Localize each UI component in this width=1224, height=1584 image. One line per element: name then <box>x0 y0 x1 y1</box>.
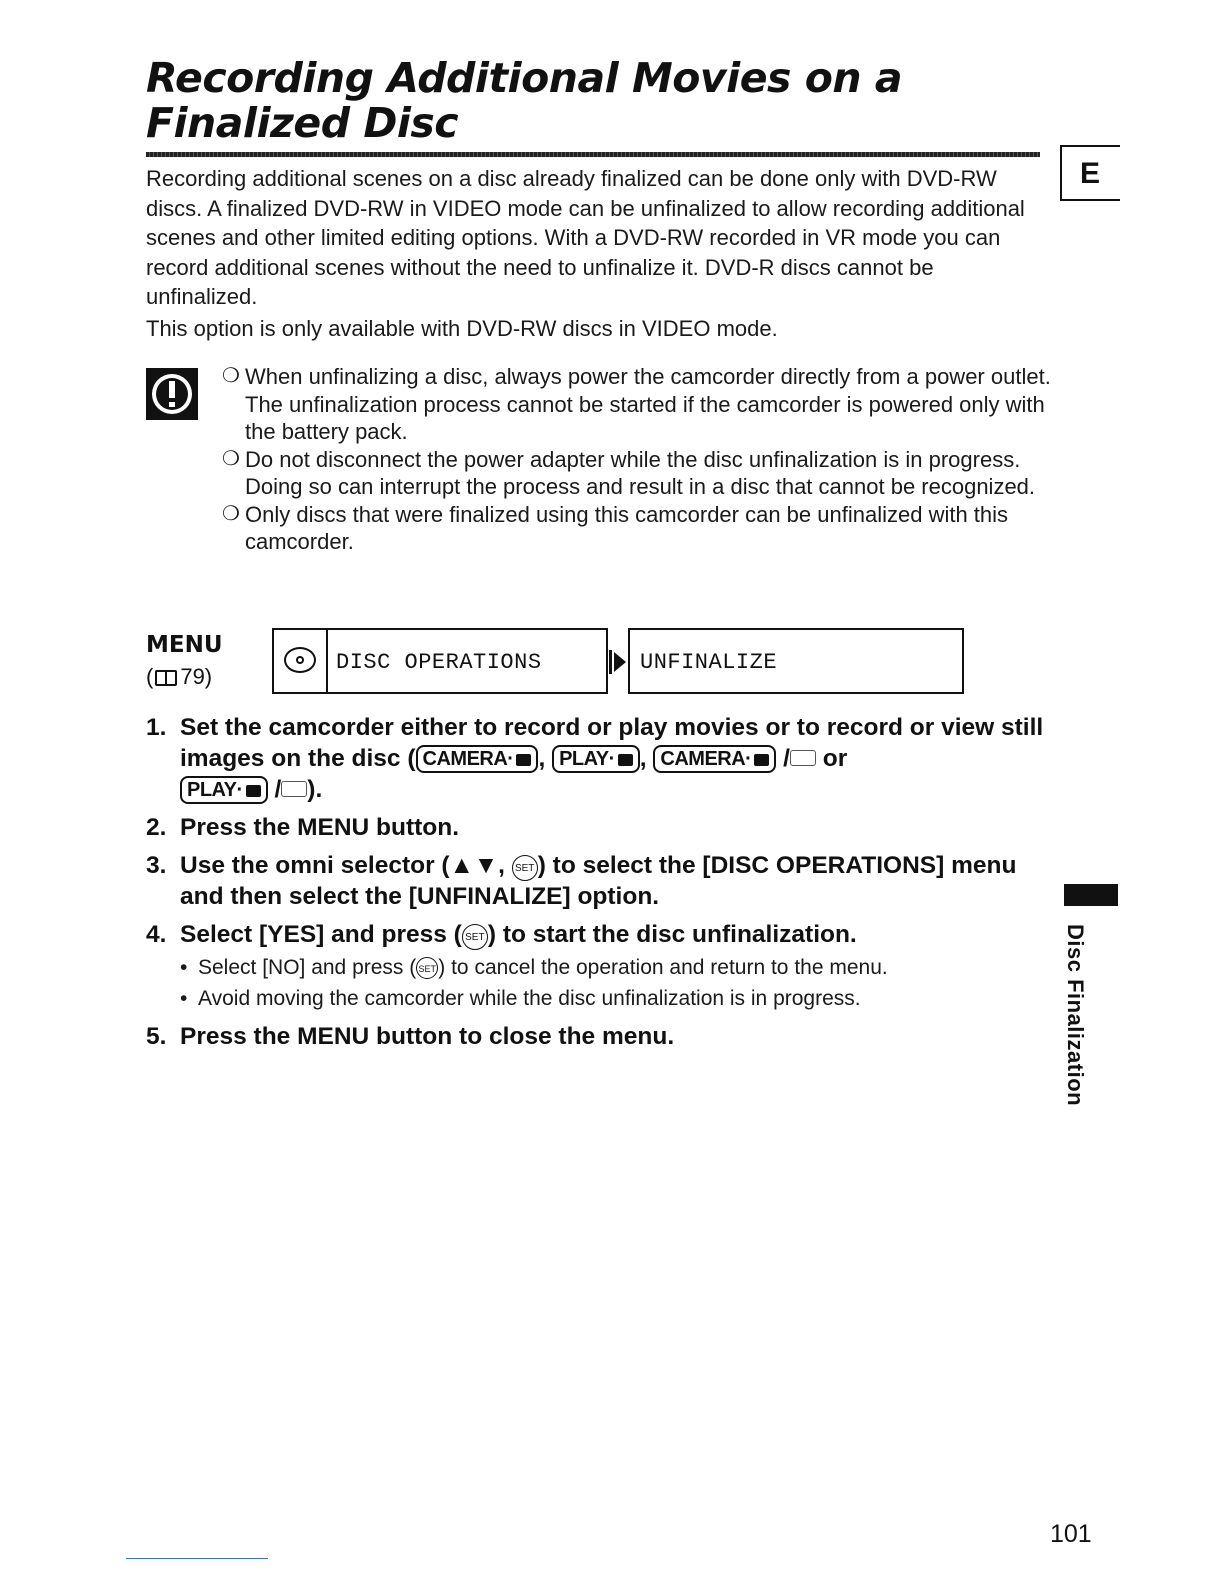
page-title: Recording Additional Movies on a Finalized Disc <box>146 54 902 147</box>
menu-box-disc-operations: DISC OPERATIONS <box>272 628 608 694</box>
caution-icon <box>146 368 198 420</box>
camera-still-mode-badge: CAMERA· <box>653 745 776 773</box>
caution-item: ❍ Do not disconnect the power adapter while the disc unfinalization is in progress. Doing so can interrupt the process and result in a disc that cannot be recognized. <box>222 446 1036 499</box>
still-camera-icon <box>246 785 261 797</box>
steps-list <box>146 712 1046 1059</box>
caution-bullet: ❍ <box>222 365 240 387</box>
step-4: 4. Select [YES] and press ( SET ) to start the disc unfinalization. • Select [NO] and press ( SET ) to cancel the operation and return to the menu. • Avoid moving the camcorder while the disc unfinalization is in progress. <box>146 919 1046 1014</box>
step-2: 2. Press the MENU button. <box>146 814 460 841</box>
menu-box-unfinalize: UNFINALIZE <box>628 628 964 694</box>
movie-camera-icon <box>618 754 633 766</box>
step-4-notes <box>180 952 1046 1014</box>
caution-bullet: ❍ <box>222 447 240 470</box>
intro-note: This option is only available with DVD-RW discs in VIDEO mode. <box>146 316 778 341</box>
step-3: 3. Use the omni selector (▲▼, SET ) to select the [DISC OPERATIONS] menu and then select the [UNFINALIZE] option. <box>146 852 1017 910</box>
title-rule <box>146 152 1040 157</box>
still-camera-icon <box>754 754 769 766</box>
disc-icon <box>284 647 316 673</box>
section-marker <box>1064 884 1118 906</box>
footer-rule <box>126 1558 268 1559</box>
page-number: 101 <box>1050 1520 1092 1548</box>
step-1: 1. Set the camcorder either to record or play movies or to record or view still images on the disc ( CAMERA· , PLAY· , CAMERA· / or PLAY· / ). <box>146 714 1044 803</box>
play-movie-mode-badge: PLAY· <box>552 745 640 773</box>
play-still-mode-badge: PLAY· <box>180 776 268 804</box>
caution-item: ❍ Only discs that were finalized using this camcorder can be unfinalized with this camcorder. <box>222 501 1009 554</box>
menu-page-reference: ( 79) <box>146 664 213 689</box>
up-down-arrows-icon: ▲▼ <box>449 852 499 879</box>
caution-bullet: ❍ <box>222 502 240 525</box>
camera-movie-mode-badge: CAMERA· <box>416 745 539 773</box>
set-button-icon: SET <box>512 855 538 881</box>
language-tab: E <box>1060 145 1120 201</box>
caution-item: ❍ When unfinalizing a disc, always power the camcorder directly from a power outlet. The unfinalization process cannot be started if the camcorder is powered only with the battery pack. <box>222 364 1051 444</box>
intro-paragraph: Recording additional scenes on a disc already finalized can be done only with DVD-RW discs. A finalized DVD-RW in VIDEO mode can be unfinalized to allow recording additional scenes and other limited editing options. With a DVD-RW recorded in VR mode you can record additional scenes without the need to unfinalize it. DVD-R discs cannot be unfinalized. <box>146 166 1025 309</box>
playback-mode-icon <box>281 781 307 797</box>
caution-list <box>222 363 1052 556</box>
set-button-icon: SET <box>416 957 438 979</box>
record-mode-icon <box>790 750 816 766</box>
step-5: 5. Press the MENU button to close the menu. <box>146 1023 675 1050</box>
movie-camera-icon <box>516 754 531 766</box>
book-icon <box>155 670 177 686</box>
menu-label: MENU <box>146 632 223 658</box>
menu-icon-cell <box>274 630 328 692</box>
section-side-tab: Disc Finalization <box>1063 924 1088 1107</box>
list-item: • Avoid moving the camcorder while the disc unfinalization is in progress. <box>180 983 1046 1014</box>
list-item: • Select [NO] and press ( SET ) to cancel the operation and return to the menu. <box>180 952 1046 983</box>
play-arrow-icon <box>609 650 627 674</box>
set-button-icon: SET <box>462 924 488 950</box>
